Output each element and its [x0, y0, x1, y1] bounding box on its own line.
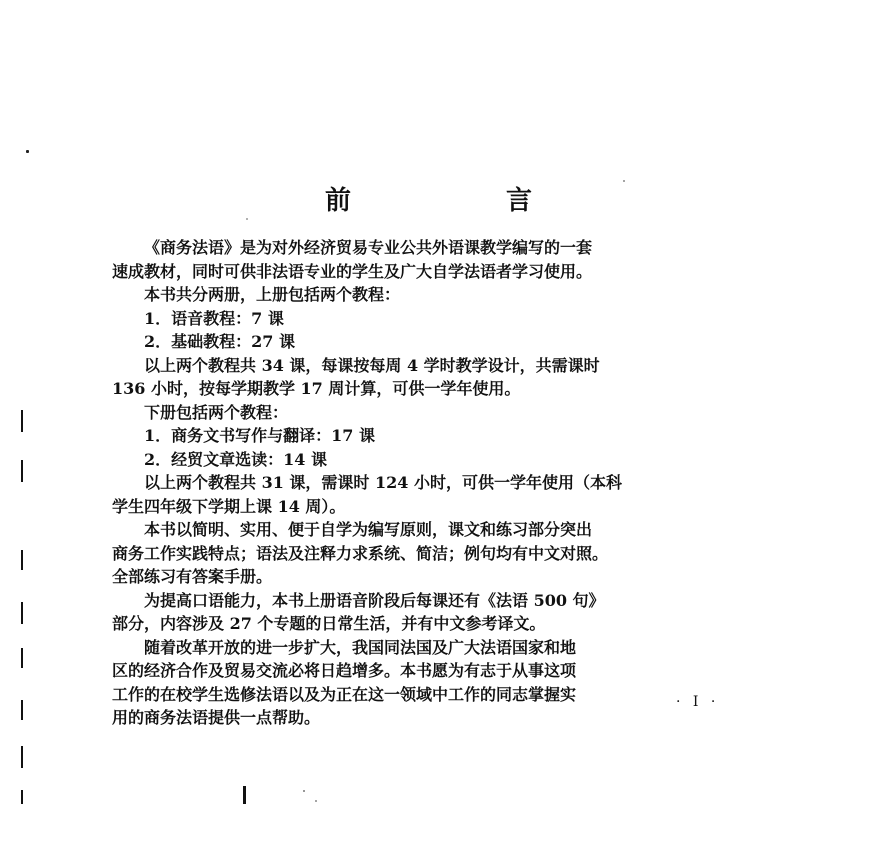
text-line: 本书共分两册，上册包括两个教程：	[144, 285, 401, 304]
paragraph	[112, 330, 762, 354]
text-line: 学生四年级下学期上课 14 周）。	[112, 496, 346, 516]
text-line: 2．基础教程：27 课	[144, 332, 295, 351]
paragraph	[112, 354, 762, 401]
text-line: 以上两个教程共 34 课，每课按每周 4 学时教学设计，共需课时	[144, 355, 600, 375]
scan-edge-mark	[21, 700, 23, 720]
scan-edge-mark	[21, 602, 23, 624]
text-line: 本书以简明、实用、便于自学为编写原则，课文和练习部分突出	[144, 520, 593, 539]
scan-speck	[246, 218, 248, 220]
text-line: 1．商务文书写作与翻译：17 课	[144, 426, 375, 445]
paragraph	[112, 424, 762, 448]
title-char-left: 前	[325, 186, 353, 216]
scan-edge-mark	[21, 410, 23, 432]
scan-speck	[315, 800, 317, 802]
text-line: 1．语音教程：7 课	[144, 308, 284, 328]
paragraph	[112, 401, 762, 425]
text-line: 136 小时，按每学期教学 17 周计算，可供一学年使用。	[112, 379, 521, 398]
scan-speck	[303, 790, 305, 792]
text-line: 以上两个教程共 31 课，需课时 124 小时，可供一学年使用（本科	[144, 473, 622, 492]
text-line: 全部练习有答案手册。	[112, 567, 273, 586]
paragraph	[112, 518, 762, 589]
scan-edge-mark	[243, 786, 246, 804]
scan-edge-mark	[21, 790, 23, 804]
scan-edge-mark	[21, 460, 23, 482]
scan-edge-mark	[21, 746, 23, 768]
text-line: 下册包括两个教程：	[144, 402, 289, 422]
text-line: 为提高口语能力，本书上册语音阶段后每课还有《法语 500 句》	[144, 590, 605, 610]
page-number: · I ·	[676, 694, 720, 710]
paragraph	[112, 471, 762, 518]
paragraph	[112, 448, 762, 472]
scan-speck	[623, 180, 625, 182]
scan-speck	[26, 150, 29, 153]
paragraph	[112, 283, 762, 307]
paragraph	[112, 236, 762, 283]
title-char-right: 言	[506, 186, 534, 216]
scan-edge-mark	[21, 550, 23, 570]
text-line: 2．经贸文章选读：14 课	[144, 449, 327, 469]
paragraph	[112, 307, 762, 331]
paragraph	[112, 589, 762, 636]
text-line: 用的商务法语提供一点帮助。	[112, 708, 321, 727]
scan-edge-mark	[21, 648, 23, 668]
text-line: 随着改革开放的进一步扩大，我国同法国及广大法语国家和地	[144, 637, 577, 657]
text-line: 商务工作实践特点；语法及注释力求系统、简洁；例句均有中文对照。	[112, 543, 609, 563]
text-line: 部分，内容涉及 27 个专题的日常生活，并有中文参考译文。	[112, 614, 546, 633]
text-line: 区的经济合作及贸易交流必将日趋增多。本书愿为有志于从事这项	[112, 661, 577, 680]
paragraph	[112, 636, 762, 730]
text-line: 速成教材，同时可供非法语专业的学生及广大自学法语者学习使用。	[112, 261, 593, 281]
text-line: 工作的在校学生选修法语以及为正在这一领域中工作的同志掌握实	[112, 684, 577, 704]
text-line: 《商务法语》是为对外经济贸易专业公共外语课教学编写的一套	[144, 238, 593, 257]
preface-body	[112, 236, 762, 730]
